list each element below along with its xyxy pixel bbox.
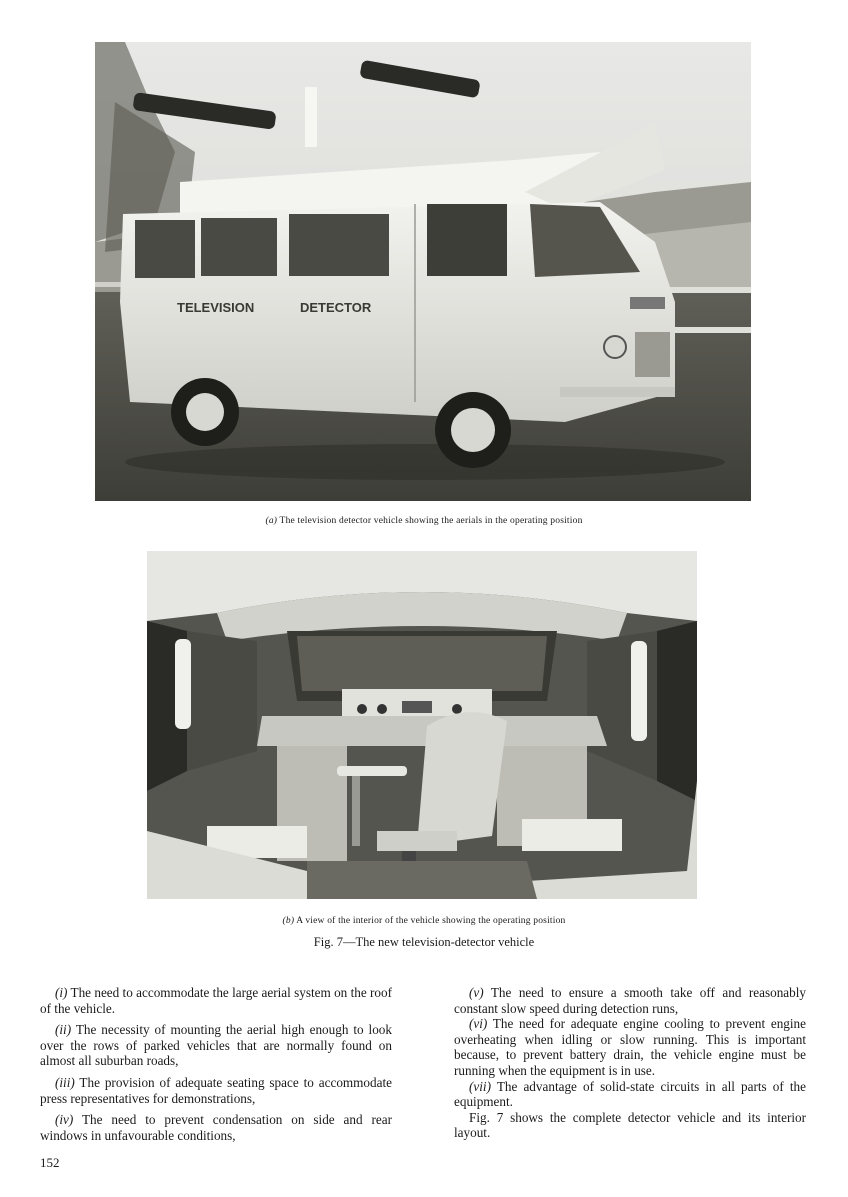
list-item: (vi) The need for adequate engine cooling to prevent engine overheating when idling or slow running. This is important because, to prevent battery drain, the vehicle engine must be running when the equipment is in use.: [454, 1016, 806, 1078]
list-item: (v) The need to ensure a smooth take off and reasonably constant slow speed during detection runs,: [454, 985, 806, 1016]
figure-b-caption-text: A view of the interior of the vehicle showing the operating position: [294, 916, 566, 926]
paragraph: Fig. 7 shows the complete detector vehicle and its interior layout.: [454, 1109, 806, 1141]
vehicle-interior-photo: [147, 551, 697, 899]
figure-title: Fig. 7—The new television-detector vehicle: [313, 935, 535, 949]
vehicle-side-text-right: DETECTOR: [300, 300, 372, 315]
list-item: (iv) The need to prevent condensation on side and rear windows in unfavourable conditions,: [40, 1112, 392, 1143]
left-text-column: [40, 985, 392, 1149]
figure-b-caption: [0, 916, 848, 926]
figure-a-caption: [0, 516, 848, 526]
figure-a-label: (a): [265, 516, 278, 526]
page-number: 152: [40, 1155, 60, 1170]
list-item: (ii) The necessity of mounting the aerial high enough to look over the rows of parked vehicles that are normally found on almost all suburban roads,: [40, 1022, 392, 1069]
list-item: (iii) The provision of adequate seating space to accommodate press representatives for demonstrations,: [40, 1074, 392, 1106]
figure-a-caption-text: The television detector vehicle showing the aerials in the operating position: [277, 516, 583, 526]
figure-b-label: (b): [282, 916, 295, 926]
list-item: (vii) The advantage of solid-state circuits in all parts of the equipment.: [454, 1078, 806, 1110]
vehicle-exterior-photo: [95, 42, 751, 501]
vehicle-side-text-left: TELEVISION: [177, 300, 255, 315]
right-text-column: [454, 985, 806, 1141]
list-item: (i) The need to accommodate the large aerial system on the roof of the vehicle.: [40, 985, 392, 1016]
